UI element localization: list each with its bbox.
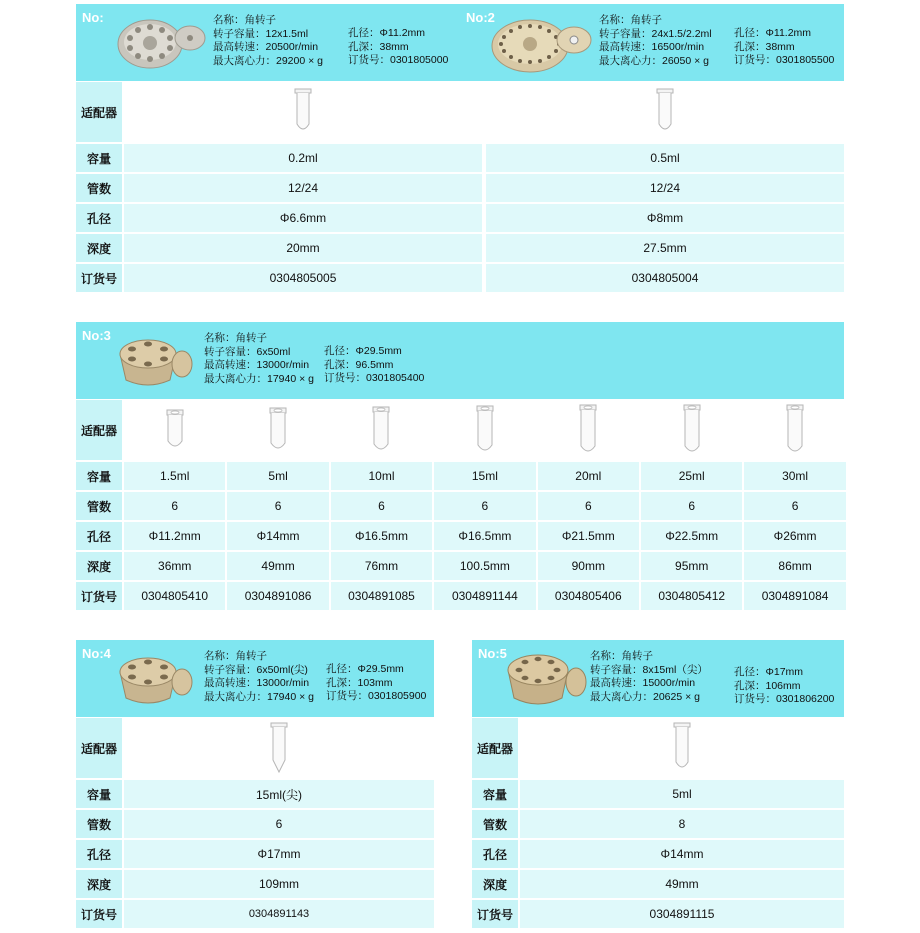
tube-icon	[656, 88, 674, 136]
b3-label-bore: 孔径	[76, 840, 122, 868]
rotor2-rcf: 最大离心力：26050 × g	[599, 54, 710, 67]
b1-depth-2: 27.5mm	[486, 234, 844, 262]
rotor5-rcf: 最大离心力：20625 × g	[590, 690, 701, 703]
rotor4-name: 名称：角转子	[204, 650, 267, 662]
b2-bore-1: Φ11.2mm	[124, 522, 225, 550]
b3-order: 0304891143	[124, 900, 434, 928]
b2-order-1: 0304805410	[124, 582, 225, 610]
b4-label-tubes: 管数	[472, 810, 518, 838]
rotor2-number: No:2	[466, 10, 495, 25]
b2-label-capacity: 容量	[76, 462, 122, 490]
rotor3-capacity: 转子容量：6x50ml	[204, 345, 291, 358]
b2-depth-7: 86mm	[744, 552, 845, 580]
b2-bore-6: Φ22.5mm	[641, 522, 742, 550]
b2-depth-2: 49mm	[227, 552, 328, 580]
b2-bore-5: Φ21.5mm	[538, 522, 639, 550]
b2-label-bore: 孔径	[76, 522, 122, 550]
b4-order: 0304891115	[520, 900, 844, 928]
rotor4-depth: 孔深：103mm	[326, 676, 393, 689]
b2-capacity-3: 10ml	[331, 462, 432, 490]
rotor1-rcf: 最大离心力：29200 × g	[213, 54, 324, 67]
b2-adapter-4	[434, 400, 535, 460]
b2-adapter-2	[227, 400, 328, 460]
rotor2-depth: 孔深：38mm	[734, 40, 795, 53]
rotor3-order: 订货号：0301805400	[324, 372, 425, 384]
b2-tubes-1: 6	[124, 492, 225, 520]
tube-icon	[475, 405, 495, 455]
rotor5-number: No:5	[478, 646, 507, 661]
rotor3-bore: 孔径：Φ29.5mm	[324, 345, 402, 357]
b2-tubes-3: 6	[331, 492, 432, 520]
rotor5-order: 订货号：0301806200	[734, 693, 835, 705]
b2-capacity-1: 1.5ml	[124, 462, 225, 490]
rotor5-bore: 孔径：Φ17mm	[734, 666, 804, 678]
rotor3-depth: 孔深：96.5mm	[324, 358, 394, 371]
b1-order-1: 0304805005	[124, 264, 482, 292]
rotor1-depth: 孔深：38mm	[348, 40, 409, 53]
rotor2-image	[490, 10, 594, 76]
rotor1-order: 订货号：0301805000	[348, 54, 449, 66]
b2-depth-6: 95mm	[641, 552, 742, 580]
tube-icon	[578, 404, 598, 456]
rotor1-image	[116, 12, 206, 72]
b3-label-depth: 深度	[76, 870, 122, 898]
b2-capacity-2: 5ml	[227, 462, 328, 490]
b2-capacity-5: 20ml	[538, 462, 639, 490]
b1-bore-1: Φ6.6mm	[124, 204, 482, 232]
b4-bore: Φ14mm	[520, 840, 844, 868]
b3-label-adapter: 适配器	[76, 718, 122, 778]
rotor2-name: 名称：角转子	[599, 14, 662, 26]
b2-label-order: 订货号	[76, 582, 122, 610]
rotor5-speed: 最高转速：15000r/min	[590, 677, 696, 689]
rotor2-header	[460, 4, 844, 81]
b4-label-capacity: 容量	[472, 780, 518, 808]
b2-depth-1: 36mm	[124, 552, 225, 580]
b2-tubes-2: 6	[227, 492, 328, 520]
b4-label-bore: 孔径	[472, 840, 518, 868]
rotor3-number: No:3	[82, 328, 111, 343]
b1-capacity-1: 0.2ml	[124, 144, 482, 172]
b2-label-adapter: 适配器	[76, 400, 122, 460]
b3-adapter	[124, 718, 434, 778]
b2-bore-2: Φ14mm	[227, 522, 328, 550]
rotor5-capacity: 转子容量：8x15ml（尖）	[590, 663, 708, 676]
b1-label-bore: 孔径	[76, 204, 122, 232]
b2-tubes-7: 6	[744, 492, 845, 520]
rotor2-speed: 最高转速：16500r/min	[599, 41, 705, 53]
b3-label-order: 订货号	[76, 900, 122, 928]
rotor1-name: 名称：角转子	[213, 14, 276, 26]
rotor4-rcf: 最大离心力：17940 × g	[204, 690, 315, 703]
b1-capacity-2: 0.5ml	[486, 144, 844, 172]
b2-depth-5: 90mm	[538, 552, 639, 580]
b2-adapter-3	[331, 400, 432, 460]
rotor3-name: 名称：角转子	[204, 332, 267, 344]
rotor4-header	[76, 640, 434, 717]
b2-bore-7: Φ26mm	[744, 522, 845, 550]
b2-order-6: 0304805412	[641, 582, 742, 610]
b2-capacity-4: 15ml	[434, 462, 535, 490]
rotor1-speed: 最高转速：20500r/min	[213, 41, 319, 53]
rotor5-name: 名称：角转子	[590, 650, 653, 662]
tube-icon	[371, 406, 391, 454]
b3-label-capacity: 容量	[76, 780, 122, 808]
b2-bore-4: Φ16.5mm	[434, 522, 535, 550]
b2-tubes-6: 6	[641, 492, 742, 520]
b1-depth-1: 20mm	[124, 234, 482, 262]
b2-adapter-6	[641, 400, 742, 460]
b4-adapter	[520, 718, 844, 778]
b4-label-adapter: 适配器	[472, 718, 518, 778]
tube-icon	[268, 407, 288, 453]
rotor1-bore: 孔径：Φ11.2mm	[348, 27, 426, 39]
b2-adapter-7	[744, 400, 845, 460]
rotor5-header	[472, 640, 844, 717]
b2-bore-3: Φ16.5mm	[331, 522, 432, 550]
b2-order-2: 0304891086	[227, 582, 328, 610]
rotor2-bore: 孔径：Φ11.2mm	[734, 27, 812, 39]
rotor3-speed: 最高转速：13000r/min	[204, 359, 310, 371]
tube-icon	[270, 722, 288, 774]
b2-depth-3: 76mm	[331, 552, 432, 580]
tube-icon	[294, 88, 312, 136]
b2-tubes-5: 6	[538, 492, 639, 520]
b1-label-order: 订货号	[76, 264, 122, 292]
tube-icon	[673, 722, 691, 774]
b1-adapter-1	[124, 82, 482, 142]
b3-label-tubes: 管数	[76, 810, 122, 838]
rotor4-image	[114, 650, 194, 710]
b2-order-4: 0304891144	[434, 582, 535, 610]
b1-label-adapter: 适配器	[76, 82, 122, 142]
b2-capacity-7: 30ml	[744, 462, 845, 490]
rotor2-capacity: 转子容量：24x1.5/2.2ml	[599, 27, 712, 40]
b2-adapter-5	[538, 400, 639, 460]
b3-depth: 109mm	[124, 870, 434, 898]
b4-capacity: 5ml	[520, 780, 844, 808]
b4-depth: 49mm	[520, 870, 844, 898]
b2-tubes-4: 6	[434, 492, 535, 520]
b2-adapter-1	[124, 400, 225, 460]
b1-bore-2: Φ8mm	[486, 204, 844, 232]
rotor4-number: No:4	[82, 646, 111, 661]
rotor1-capacity: 转子容量：12x1.5ml	[213, 27, 309, 40]
b1-adapter-2	[486, 82, 844, 142]
rotor5-image	[502, 648, 588, 712]
rotor3-rcf: 最大离心力：17940 × g	[204, 372, 315, 385]
b2-order-5: 0304805406	[538, 582, 639, 610]
b2-label-depth: 深度	[76, 552, 122, 580]
b2-order-3: 0304891085	[331, 582, 432, 610]
rotor3-header	[76, 322, 844, 399]
b2-label-tubes: 管数	[76, 492, 122, 520]
rotor4-bore: 孔径：Φ29.5mm	[326, 663, 404, 675]
rotor2-order: 订货号：0301805500	[734, 54, 835, 66]
b1-order-2: 0304805004	[486, 264, 844, 292]
b2-capacity-6: 25ml	[641, 462, 742, 490]
b2-depth-4: 100.5mm	[434, 552, 535, 580]
b1-label-depth: 深度	[76, 234, 122, 262]
b1-tubes-2: 12/24	[486, 174, 844, 202]
b3-bore: Φ17mm	[124, 840, 434, 868]
tube-icon	[165, 409, 185, 451]
rotor4-capacity: 转子容量：6x50ml(尖)	[204, 663, 308, 676]
rotor1-header	[76, 4, 482, 81]
b4-tubes: 8	[520, 810, 844, 838]
b3-capacity: 15ml(尖)	[124, 780, 434, 808]
b2-order-7: 0304891084	[744, 582, 845, 610]
rotor4-order: 订货号：0301805900	[326, 690, 427, 702]
b3-tubes: 6	[124, 810, 434, 838]
b1-tubes-1: 12/24	[124, 174, 482, 202]
b1-label-capacity: 容量	[76, 144, 122, 172]
tube-icon	[785, 404, 805, 456]
b4-label-order: 订货号	[472, 900, 518, 928]
rotor5-depth: 孔深：106mm	[734, 679, 801, 692]
tube-icon	[682, 404, 702, 456]
rotor4-speed: 最高转速：13000r/min	[204, 677, 310, 689]
rotor1-number: No:	[82, 10, 104, 25]
b4-label-depth: 深度	[472, 870, 518, 898]
rotor3-image	[114, 332, 194, 392]
b1-label-tubes: 管数	[76, 174, 122, 202]
